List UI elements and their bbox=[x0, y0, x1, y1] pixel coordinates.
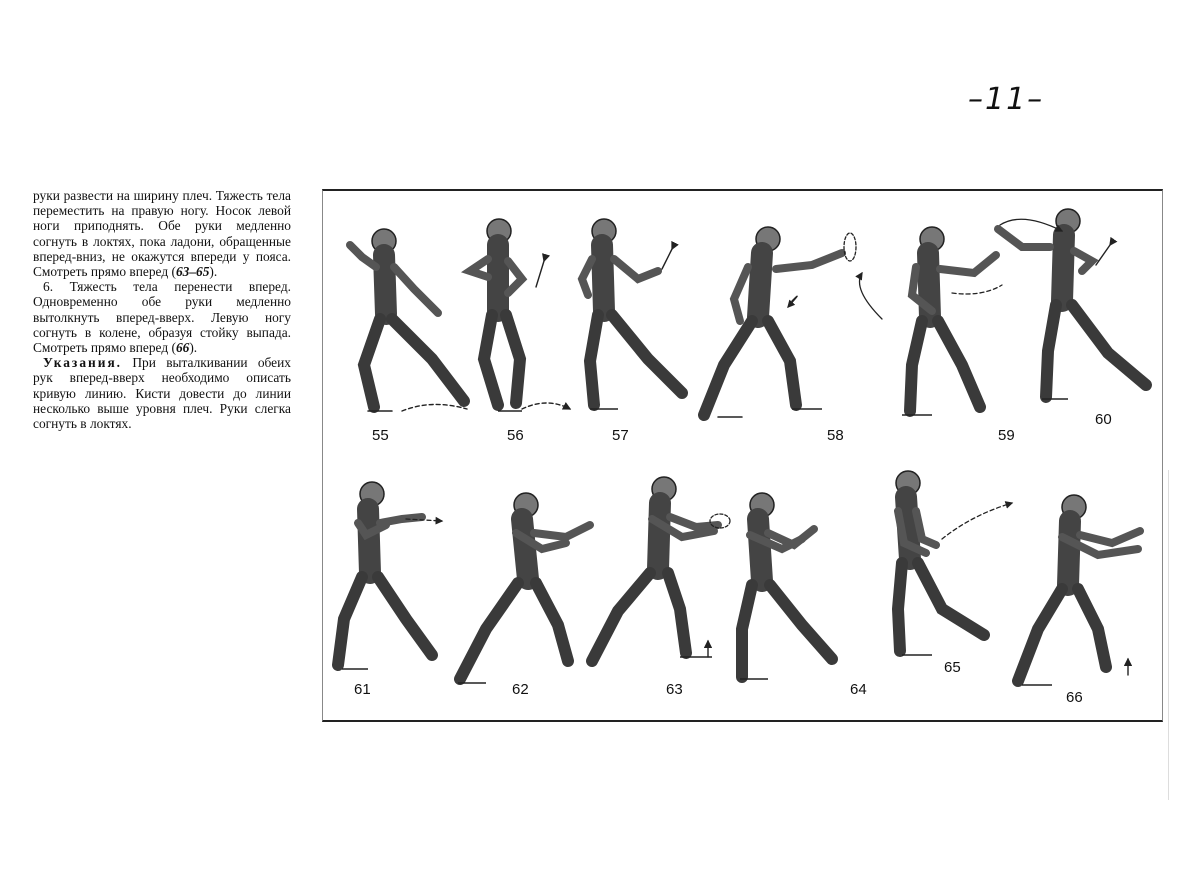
figure-reference: 63–65 bbox=[175, 264, 210, 280]
figure-label-62: 62 bbox=[512, 681, 529, 698]
figure-label-55: 55 bbox=[372, 427, 389, 444]
paragraph-1: руки развести на ширину плеч. Тяжесть тела переместить на правую ногу. Носок левой ноги приподнять. Обе руки медленно согнуть в локтях, пока ладони, обращенные вперед-вниз, не окажутся впереди у пояса. Смотреть прямо вперед (63–65). bbox=[33, 188, 291, 280]
figure-label-56: 56 bbox=[507, 427, 524, 444]
figure-label-64: 64 bbox=[850, 681, 867, 698]
figure-label-60: 60 bbox=[1095, 411, 1112, 428]
figure-label-63: 63 bbox=[666, 681, 683, 698]
figure-label-59: 59 bbox=[998, 427, 1015, 444]
figure-label-65: 65 bbox=[944, 659, 961, 676]
paragraph-3: Указания. При выталкивании обеих рук вперед-вверх необходимо описать кривую линию. Кисти довести до линии несколько выше уровня плеч. Руки слегка согнуть в локтях. bbox=[33, 355, 291, 432]
paragraph-2: 6. Тяжесть тела перенести вперед. Одновременно обе руки медленно вытолкнуть вперед-вверх. Левую ногу согнуть в колене, образуя стойку выпада. Смотреть прямо вперед (66). bbox=[33, 279, 291, 356]
page-number: –11– bbox=[968, 82, 1045, 117]
instructions-label: Указания. bbox=[43, 355, 123, 371]
scan-edge-line bbox=[1168, 470, 1169, 800]
figure-reference: 66 bbox=[175, 340, 190, 356]
figure-label-66: 66 bbox=[1066, 689, 1083, 706]
body-text bbox=[33, 188, 291, 431]
figure-label-58: 58 bbox=[827, 427, 844, 444]
figure-labels bbox=[322, 189, 1163, 722]
figure-label-57: 57 bbox=[612, 427, 629, 444]
figure-label-61: 61 bbox=[354, 681, 371, 698]
